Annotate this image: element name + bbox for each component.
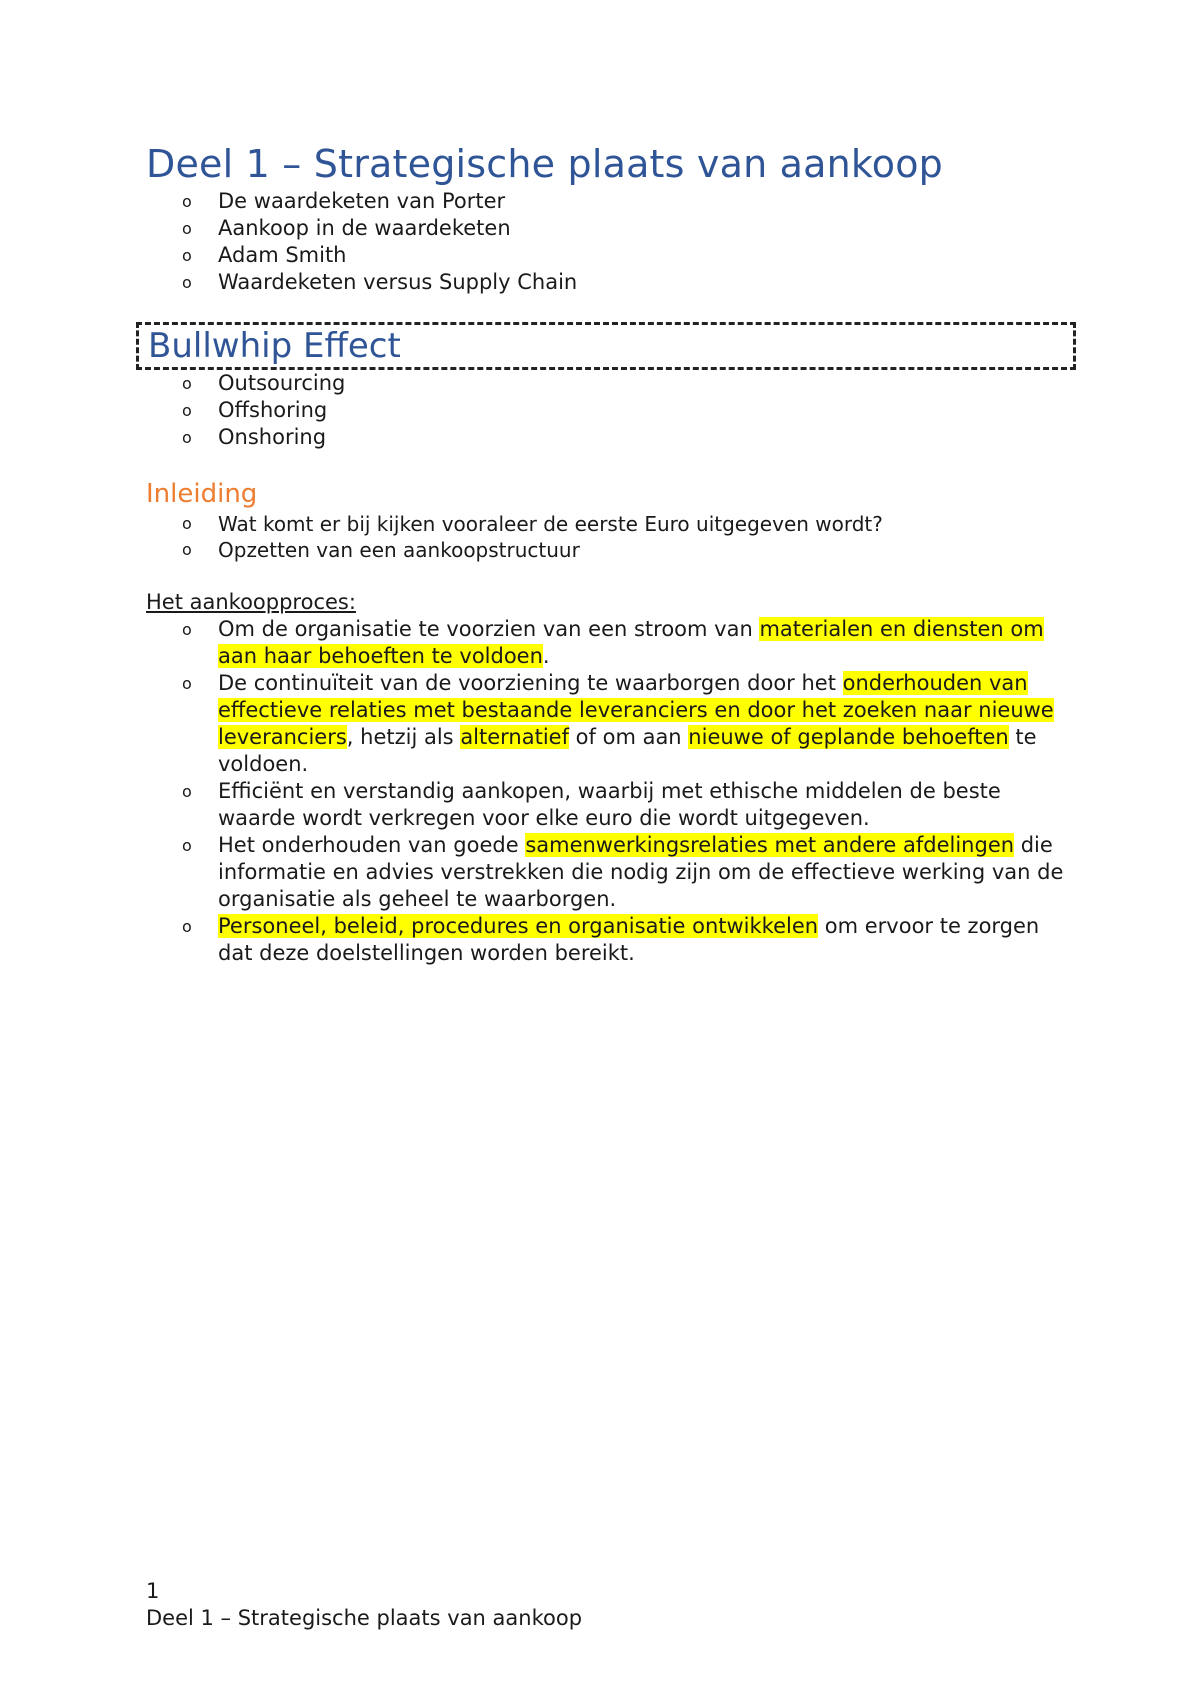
bullet-icon: o xyxy=(182,782,192,801)
running-title: Deel 1 – Strategische plaats van aankoop xyxy=(146,1606,583,1630)
sourcing-list xyxy=(146,370,1076,451)
list-item: o Outsourcing xyxy=(182,371,346,395)
bullet-icon: o xyxy=(182,836,192,855)
bullet-icon: o xyxy=(182,428,192,447)
selected-heading-frame[interactable] xyxy=(136,322,1076,370)
list-item: o De waardeketen van Porter xyxy=(182,189,506,213)
page-footer xyxy=(146,1578,582,1632)
list-item: o Onshoring xyxy=(182,425,327,449)
list-item: o Om de organisatie te voorzien van een stroom van materialen en diensten om aan haar behoeften te voldoen. xyxy=(182,617,1044,668)
list-item: o Personeel, beleid, procedures en organisatie ontwikkelen om ervoor te zorgen dat deze doelstellingen worden bereikt. xyxy=(182,914,1040,965)
list-item: o De continuïteit van de voorziening te waarborgen door het onderhouden van effectieve relaties met bestaande leveranciers en door het zoeken naar nieuwe leveranciers, hetzij als alternatief of om aan nieuwe of geplande behoeften te voldoen. xyxy=(182,671,1054,776)
highlighted-text: materialen en diensten om aan haar behoeften te voldoen xyxy=(218,617,1044,668)
bullet-icon: o xyxy=(182,246,192,265)
bullet-icon: o xyxy=(182,273,192,292)
list-item: o Wat komt er bij kijken vooraleer de eerste Euro uitgegeven wordt? xyxy=(182,512,883,536)
heading-1: Deel 1 – Strategische plaats van aankoop xyxy=(146,142,944,186)
highlighted-text: alternatief xyxy=(460,725,569,749)
bullet-icon: o xyxy=(182,192,192,211)
bullet-icon: o xyxy=(182,917,192,936)
bullet-icon: o xyxy=(182,620,192,639)
bullet-icon: o xyxy=(182,374,192,393)
list-item: o Offshoring xyxy=(182,398,328,422)
bullet-icon: o xyxy=(182,540,192,559)
heading-2: Bullwhip Effect xyxy=(148,326,401,366)
process-list xyxy=(146,616,1076,967)
highlighted-text: onderhouden van effectieve relaties met bestaande leveranciers en door het zoeken naar nieuwe leveranciers xyxy=(218,671,1054,749)
highlighted-text: nieuwe of geplande behoeften xyxy=(688,725,1009,749)
document-body xyxy=(146,140,1076,967)
list-item: o Waardeketen versus Supply Chain xyxy=(182,270,578,294)
section-label: Het aankoopproces: xyxy=(146,590,356,614)
list-item: o Opzetten van een aankoopstructuur xyxy=(182,538,580,562)
bullet-icon: o xyxy=(182,401,192,420)
topics-list xyxy=(146,188,1076,296)
list-item: o Het onderhouden van goede samenwerkingsrelaties met andere afdelingen die informatie en advies verstrekken die nodig zijn om de effectieve werking van de organisatie als geheel te waarborgen. xyxy=(182,833,1064,911)
bullet-icon: o xyxy=(182,674,192,693)
list-item: o Adam Smith xyxy=(182,243,347,267)
bullet-icon: o xyxy=(182,219,192,238)
list-item: o Aankoop in de waardeketen xyxy=(182,216,511,240)
highlighted-text: Personeel, beleid, procedures en organisatie ontwikkelen xyxy=(218,914,819,938)
intro-list xyxy=(146,511,1076,563)
page-number: 1 xyxy=(146,1579,160,1603)
list-item: o Efficiënt en verstandig aankopen, waarbij met ethische middelen de beste waarde wordt verkregen voor elke euro die wordt uitgegeven. xyxy=(182,779,1001,830)
bullet-icon: o xyxy=(182,514,192,533)
heading-3: Inleiding xyxy=(146,479,258,509)
highlighted-text: samenwerkingsrelaties met andere afdelingen xyxy=(525,833,1015,857)
